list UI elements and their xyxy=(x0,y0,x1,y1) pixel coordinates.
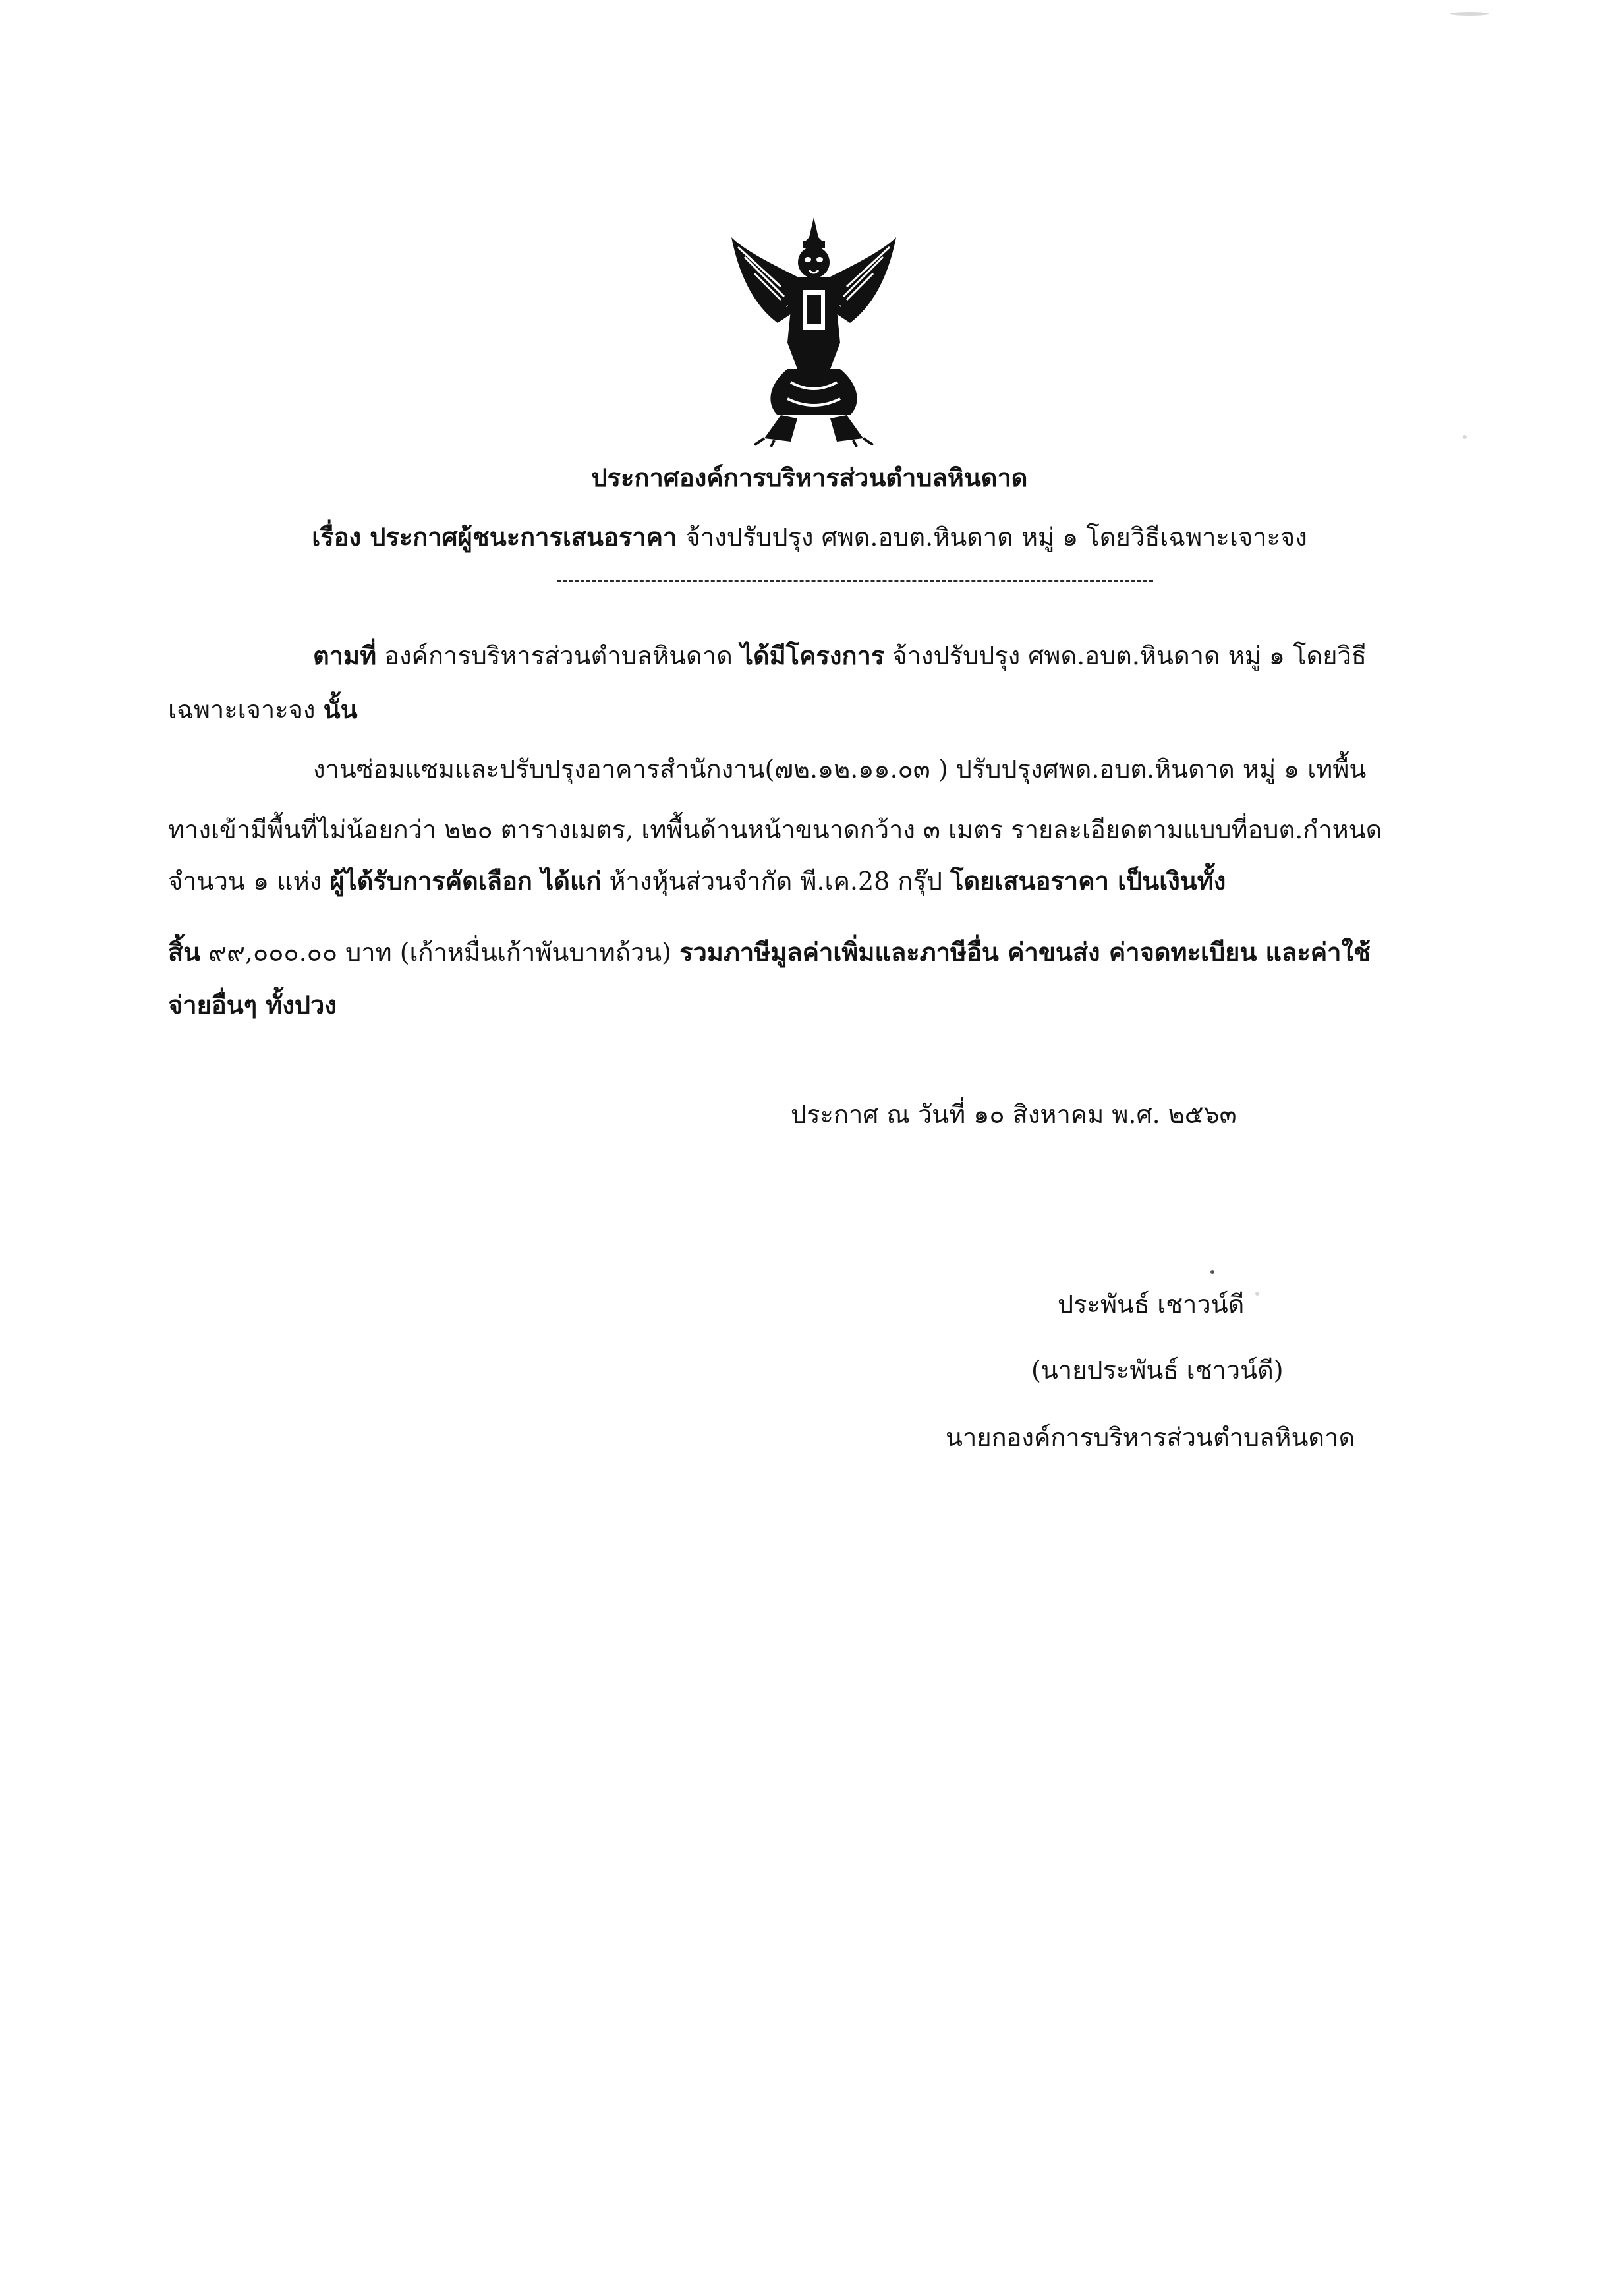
subject-text: จ้างปรับปรุง ศพด.อบต.หินดาด หมู่ ๑ โดยวิธีเฉพาะเจาะจง xyxy=(685,523,1307,552)
scan-artifact xyxy=(1450,12,1489,16)
text-segment: ห้างหุ้นส่วนจำกัด พี.เค.28 กรุ๊ป xyxy=(609,867,942,896)
signer-full-name: (นายประพันธ์ เชาวน์ดี) xyxy=(1031,1356,1284,1385)
text-segment: โดยเสนอราคา เป็นเงินทั้ง xyxy=(950,866,1226,896)
paragraph-2-line-5: จ่ายอื่นๆ ทั้งปวง xyxy=(168,990,337,1019)
garuda-emblem-icon xyxy=(725,211,903,448)
paragraph-2-line-4 xyxy=(168,937,1371,967)
signer-position: นายกองค์การบริหารส่วนตำบลหินดาด xyxy=(946,1423,1355,1452)
announcement-date: ประกาศ ณ วันที่ ๑๐ สิงหาคม พ.ศ. ๒๕๖๓ xyxy=(791,1100,1237,1129)
signer-name: ประพันธ์ เชาวน์ดี xyxy=(1058,1290,1245,1319)
text-segment: องค์การบริหารส่วนตำบลหินดาด xyxy=(384,641,733,670)
paragraph-1-line-2 xyxy=(168,697,358,722)
text-segment: จ้างปรับปรุง ศพด.อบต.หินดาด หมู่ ๑ โดยวิธี xyxy=(892,641,1367,670)
signature-mark xyxy=(1054,1246,1226,1292)
text-segment: ได้มีโครงการ xyxy=(740,641,885,670)
text-segment: จำนวน ๑ แห่ง xyxy=(168,867,322,896)
text-segment: รวมภาษีมูลค่าเพิ่มและภาษีอื่น ค่าขนส่ง ค่าจดทะเบียน และค่าใช้ xyxy=(679,937,1371,967)
text-segment: นั้น xyxy=(323,695,358,724)
paragraph-2-line-3 xyxy=(168,866,1226,896)
page-title: ประกาศองค์การบริหารส่วนตำบลหินดาด xyxy=(591,463,1028,492)
text-segment: เฉพาะเจาะจง xyxy=(168,695,316,724)
scan-artifact xyxy=(1463,435,1467,439)
text-segment: ตามที่ xyxy=(313,641,377,670)
heading-divider xyxy=(557,580,1153,582)
text-segment: สิ้น xyxy=(168,937,201,967)
paragraph-2-line-2: ทางเข้ามีพื้นที่ไม่น้อยกว่า ๒๒๐ ตารางเมตร, เทพื้นด้านหน้าขนาดกว้าง ๓ เมตร รายละเอียดตามแบบที่อบต.กำหนด xyxy=(168,815,1382,844)
text-segment: ๙๙,๐๐๐.๐๐ บาท (เก้าหมื่นเก้าพันบาทถ้วน) xyxy=(208,938,671,967)
subject-label: เรื่อง ประกาศผู้ชนะการเสนอราคา xyxy=(312,522,677,552)
subject-line xyxy=(0,517,1619,557)
paragraph-2-line-1: งานซ่อมแซมและปรับปรุงอาคารสำนักงาน(๗๒.๑๒.๑๑.๐๓ ) ปรับปรุงศพด.อบต.หินดาด หมู่ ๑ เทพื้น xyxy=(313,755,1367,784)
scan-artifact xyxy=(1255,1292,1259,1296)
paragraph-1-line-1 xyxy=(313,643,1367,668)
text-segment: ผู้ได้รับการคัดเลือก ได้แก่ xyxy=(329,866,602,896)
